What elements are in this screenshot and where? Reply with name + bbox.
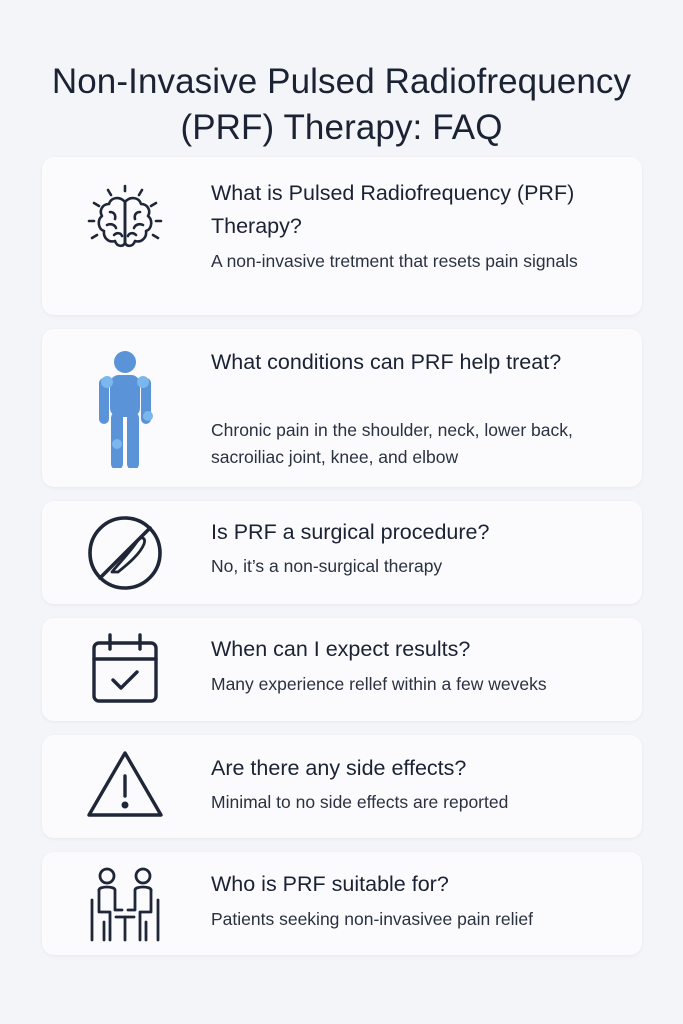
title-line-2: (PRF) Therapy: FAQ <box>180 108 503 148</box>
brain-icon <box>82 181 168 267</box>
page-title <box>20 59 663 151</box>
faq-card-results <box>42 618 642 721</box>
faq-answer: Patients seeking non-invasivee pain relief <box>211 909 533 929</box>
faq-question: When can I expect results? <box>211 637 471 661</box>
human-figure-icon <box>82 343 168 473</box>
warning-icon <box>82 743 168 829</box>
faq-question: Are there any side effects? <box>211 756 467 780</box>
consultation-icon <box>82 860 168 946</box>
faq-question: What conditions can PRF help treat? <box>211 350 562 374</box>
faq-answer: Many experience rellef within a few weveks <box>211 674 547 694</box>
faq-question: What is Pulsed Radiofrequency (PRF) Therapy? <box>211 181 575 238</box>
faq-answer: A non-invasive tretment that resets pain signals <box>211 251 578 271</box>
faq-card-what-is-prf <box>42 157 642 315</box>
calendar-check-icon <box>82 627 168 713</box>
faq-card-side-effects <box>42 735 642 838</box>
faq-question: Who is PRF suitable for? <box>211 872 449 896</box>
title-line-1: Non-Invasive Pulsed Radiofrequency <box>51 62 632 102</box>
faq-answer: Minimal to no side effects are reported <box>211 792 509 812</box>
faq-card-surgical <box>42 501 642 604</box>
no-scalpel-icon <box>82 510 168 596</box>
faq-answer: No, it’s a non-surgical therapy <box>211 556 443 576</box>
faq-answer: Chronic pain in the shoulder, neck, lower back, sacroiliac joint, knee, and elbow <box>211 420 573 467</box>
faq-question: Is PRF a surgical procedure? <box>211 520 490 544</box>
faq-card-conditions <box>42 329 642 487</box>
faq-card-suitability <box>42 852 642 955</box>
